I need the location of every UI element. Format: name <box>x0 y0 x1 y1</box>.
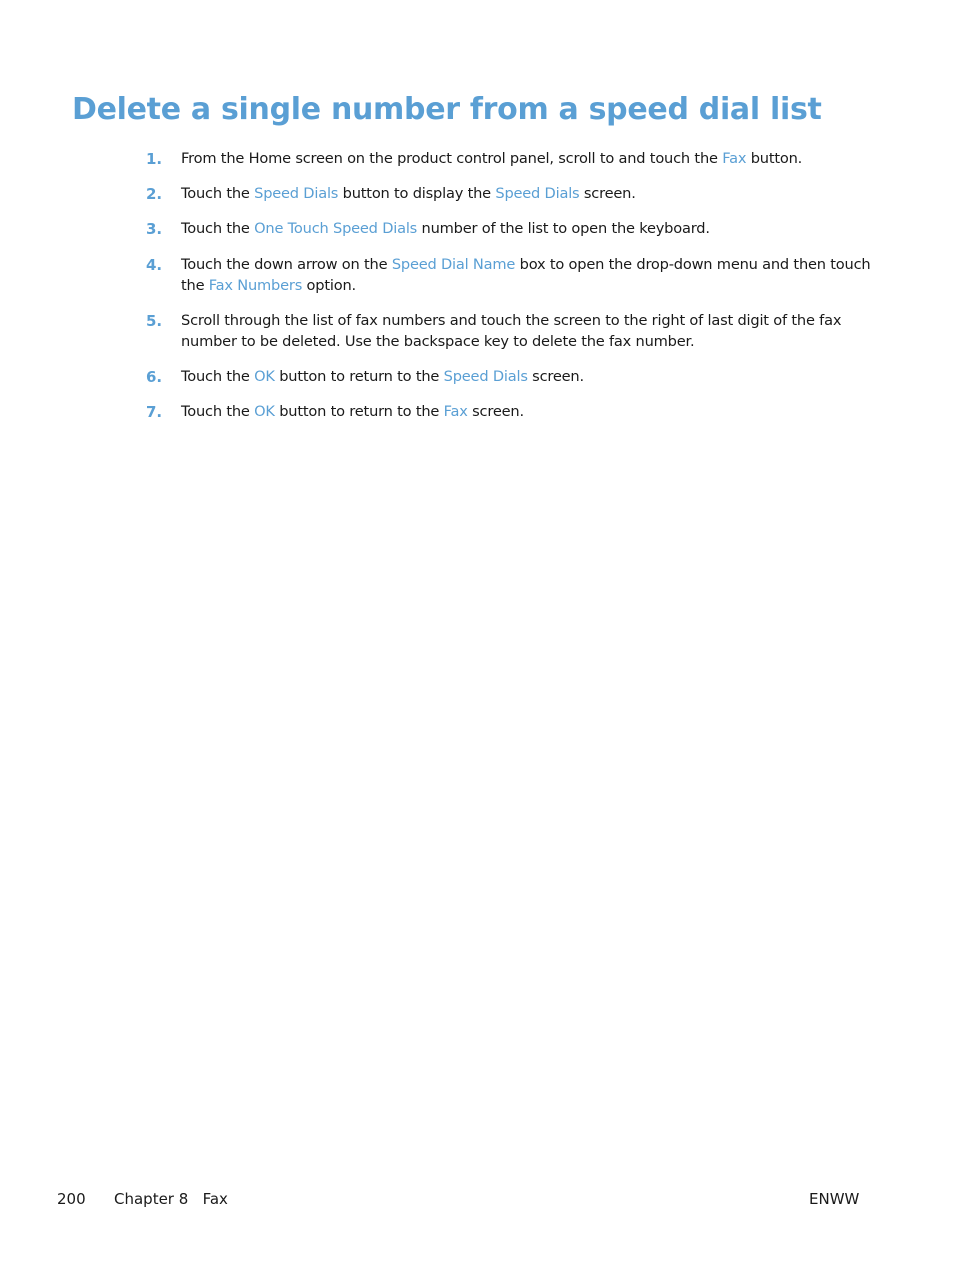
ui-element-reference: Speed Dials <box>254 185 339 202</box>
step-text <box>181 149 871 170</box>
step-text-fragment: Scroll through the list of fax numbers and touch the screen to the right of last digit of the fax number to be deleted. Use the backspace key to delete the fax number. <box>181 312 842 350</box>
ui-element-reference: Speed Dials <box>443 368 528 385</box>
step-number: 4. <box>146 256 163 274</box>
ui-element-reference: Fax <box>722 150 747 167</box>
step-text-fragment: Touch the <box>181 368 255 385</box>
step-text-fragment: button to display the <box>338 185 496 202</box>
step-text-fragment: box to open the drop-down menu and then touch the <box>181 256 871 294</box>
step-text <box>181 367 871 388</box>
step-text-fragment: screen. <box>467 403 524 420</box>
chapter-label: Chapter 8 Fax <box>114 1190 228 1208</box>
step-number: 1. <box>146 150 163 168</box>
step-text <box>181 311 871 352</box>
step-number: 6. <box>146 368 163 386</box>
step-number: 2. <box>146 185 163 203</box>
ui-element-reference: OK <box>254 403 275 420</box>
step-text-fragment: Touch the <box>181 185 255 202</box>
step-text-fragment: button to return to the <box>274 403 444 420</box>
step-text <box>181 402 871 423</box>
page-number: 200 <box>57 1190 86 1208</box>
step-text <box>181 184 871 205</box>
ui-element-reference: Fax Numbers <box>208 276 303 294</box>
step-number: 5. <box>146 312 163 330</box>
ui-element-reference: One Touch Speed Dials <box>254 220 418 237</box>
step-number: 7. <box>146 403 163 421</box>
step-text-fragment: Touch the <box>181 403 255 420</box>
step-text-fragment: Touch the <box>181 220 255 237</box>
step-text-fragment: number of the list to open the keyboard. <box>417 220 710 237</box>
page-title: Delete a single number from a speed dial list <box>72 92 822 127</box>
ui-element-reference: Fax <box>443 403 468 420</box>
step-text-fragment: screen. <box>527 368 584 385</box>
step-text-fragment: Touch the down arrow on the <box>181 256 392 273</box>
step-text-fragment: button to return to the <box>274 368 444 385</box>
step-text <box>181 219 871 240</box>
step-number: 3. <box>146 220 163 238</box>
step-text-fragment: button. <box>746 150 803 167</box>
step-text <box>181 255 871 296</box>
ui-element-reference: OK <box>254 368 275 385</box>
locale-label: ENWW <box>809 1190 860 1208</box>
ui-element-reference: Speed Dial Name <box>391 256 516 273</box>
step-text-fragment: option. <box>302 276 356 294</box>
ui-element-reference: Speed Dials <box>495 185 580 202</box>
step-text-fragment: From the Home screen on the product control panel, scroll to and touch the <box>181 150 723 167</box>
step-text-fragment: screen. <box>579 185 636 202</box>
